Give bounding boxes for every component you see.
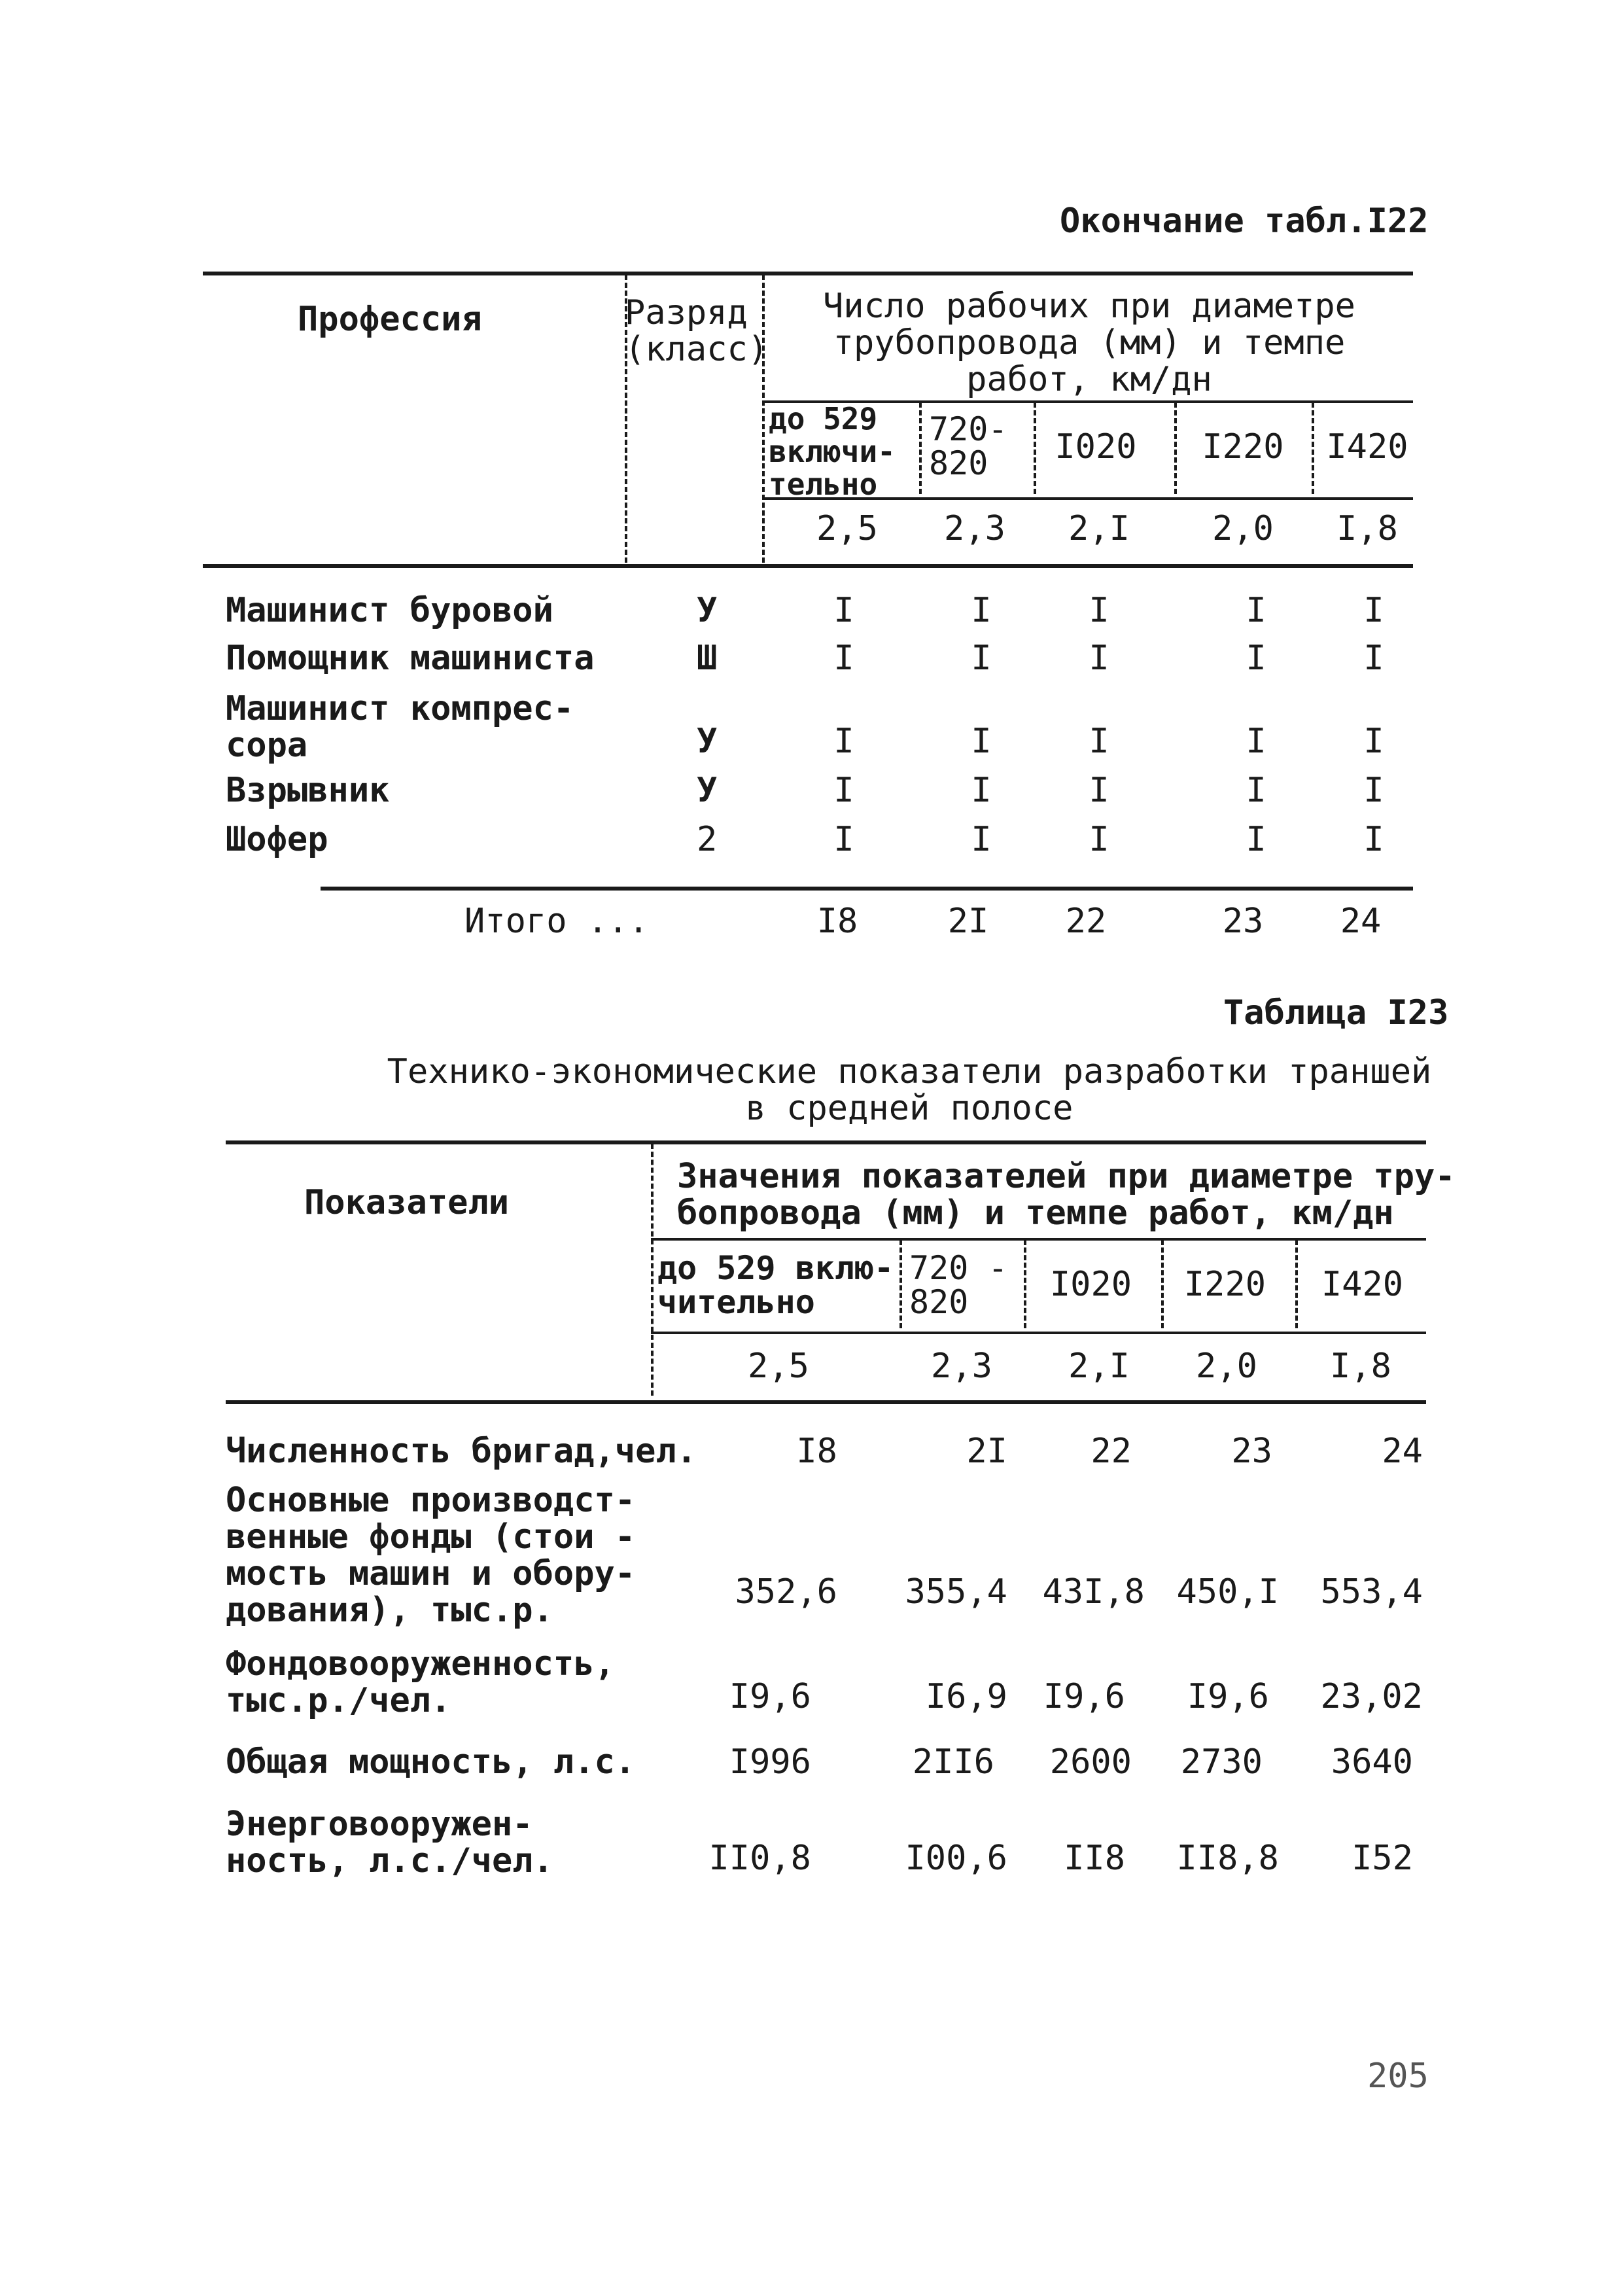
total-cell: I8 [816,902,858,941]
table-cell: I9,6 [1043,1677,1125,1716]
table-row-label: Фондовооруженность, тыс.р./чел. [226,1644,615,1720]
column-divider [1295,1240,1298,1328]
table-top-rule [226,1140,1426,1144]
tempo-value: I,8 [1330,1347,1391,1386]
table-cell: II8 [1064,1839,1125,1878]
table-cell: 2I [966,1432,1007,1471]
column-divider [1161,1240,1164,1328]
table-cell: I [1246,639,1266,678]
tempo-value: 2,I [1068,509,1130,548]
tempo-value: 2,I [1068,1347,1130,1386]
table-row-label: Шофер [226,820,328,859]
table-cell: II0,8 [708,1839,811,1878]
column-divider [919,402,922,494]
total-label: Итого ... [464,902,649,941]
total-rule [321,887,1413,891]
table-cell: I [971,722,992,761]
table-cell: I [1363,771,1384,810]
grade-cell: Ш [697,639,718,678]
table-cell: I52 [1352,1839,1413,1878]
subheader-rule [651,1238,1426,1241]
table-cell: I [1246,771,1266,810]
column-header-group: Число рабочих при диаметре трубопровода (мм) и темпе работ, км/дн [823,287,1355,399]
column-header-diameter: I220 [1183,1265,1266,1304]
column-divider [1024,1240,1026,1328]
table-cell: II8,8 [1176,1839,1279,1878]
table-cell: I [1246,722,1266,761]
table-cell: I00,6 [905,1839,1007,1878]
table-cell: 450,I [1176,1572,1279,1612]
table-cell: 2II6 [912,1742,994,1782]
header-bottom-rule [203,564,1413,568]
table-cell: I [1246,820,1266,859]
tempo-value: 2,5 [748,1347,809,1386]
column-header-profession: Профессия [298,300,482,339]
table-caption: Окончание табл.I22 [1060,202,1429,241]
column-header-diameter: I020 [1055,427,1137,467]
column-divider [899,1240,902,1328]
table-cell: I996 [729,1742,811,1782]
table-row-label: Общая мощность, л.с. [226,1742,636,1782]
table-cell: I [1089,820,1109,859]
table-cell: I [1363,639,1384,678]
tempo-value: 2,0 [1196,1347,1257,1386]
table-cell: 3640 [1331,1742,1413,1782]
table-cell: 352,6 [735,1572,837,1612]
table-row-label: Основные производст- венные фонды (стои - мость машин и обору- дования), тыс.р. [226,1481,636,1630]
column-divider [1312,402,1314,494]
column-header-diameter: I420 [1326,427,1408,467]
table-cell: I [1089,639,1109,678]
column-header-diameter: I020 [1049,1265,1132,1304]
table-cell: 43I,8 [1042,1572,1145,1612]
column-header-grade: Разряд (класс) [625,293,769,369]
table-cell: 355,4 [905,1572,1007,1612]
table-row-label: Машинист компрес- сора [226,689,574,765]
table-cell: I6,9 [925,1677,1007,1716]
grade-cell: У [697,771,718,810]
table-cell: 553,4 [1320,1572,1423,1612]
table-title: Технико-экономические показатели разработки траншей в средней полосе [387,1052,1432,1128]
table-row-label: Численность бригад,чел. [226,1432,697,1471]
grade-cell: У [697,591,718,630]
table-cell: 2600 [1049,1742,1132,1782]
table-cell: I8 [796,1432,837,1471]
table-row-label: Машинист буровой [226,591,553,630]
table-cell: 2730 [1180,1742,1263,1782]
table-cell: I [1089,591,1109,630]
total-cell: 22 [1065,902,1107,941]
column-header-diameter: 720 - 820 [909,1249,1008,1321]
table-top-rule [203,272,1413,275]
table-cell: I [1089,722,1109,761]
table-cell: 23,02 [1320,1677,1423,1716]
subheader-rule [762,497,1413,500]
table-cell: I [1363,591,1384,630]
table-cell: I9,6 [1187,1677,1269,1716]
table-cell: I [1089,771,1109,810]
column-divider [625,275,627,563]
table-cell: I [833,771,854,810]
table-cell: I [1363,722,1384,761]
subheader-rule [651,1332,1426,1334]
grade-cell: 2 [697,820,718,859]
table-row-label: Помощник машиниста [226,639,595,678]
total-cell: 2I [947,902,989,941]
table-cell: I [971,591,992,630]
table-cell: I [1246,591,1266,630]
column-header-indicator: Показатели [304,1183,510,1222]
tempo-value: 2,3 [944,509,1005,548]
tempo-value: 2,3 [931,1347,992,1386]
table-cell: I [1363,820,1384,859]
table-row-label: Энерговооружен- ность, л.с./чел. [226,1805,553,1881]
total-cell: 24 [1340,902,1382,941]
table-cell: 22 [1091,1432,1132,1471]
column-header-group: Значения показателей при диаметре тру- бопровода (мм) и темпе работ, км/дн [677,1157,1456,1233]
table-number: Таблица I23 [1223,993,1449,1033]
column-header-diameter: I420 [1321,1265,1404,1304]
page-number: 205 [1367,2057,1429,2096]
table-cell: I9,6 [729,1677,811,1716]
table-cell: I [971,771,992,810]
table-cell: I [833,591,854,630]
total-cell: 23 [1222,902,1264,941]
column-divider [1034,402,1036,494]
column-header-diameter: до 529 вклю- чительно [657,1249,894,1321]
column-header-diameter: до 529 включи- тельно [769,401,896,502]
table-cell: I [833,639,854,678]
header-bottom-rule [226,1400,1426,1404]
table-cell: 24 [1382,1432,1423,1471]
column-header-diameter: 720- 820 [929,410,1008,482]
grade-cell: У [697,722,718,761]
tempo-value: 2,0 [1212,509,1274,548]
column-divider [651,1144,654,1396]
column-divider [762,275,765,563]
table-cell: 23 [1231,1432,1272,1471]
table-cell: I [833,820,854,859]
table-cell: I [971,639,992,678]
tempo-value: I,8 [1336,509,1398,548]
table-row-label: Взрывник [226,771,390,810]
table-cell: I [833,722,854,761]
column-divider [1174,402,1177,494]
table-cell: I [971,820,992,859]
tempo-value: 2,5 [816,509,878,548]
column-header-diameter: I220 [1202,427,1284,467]
